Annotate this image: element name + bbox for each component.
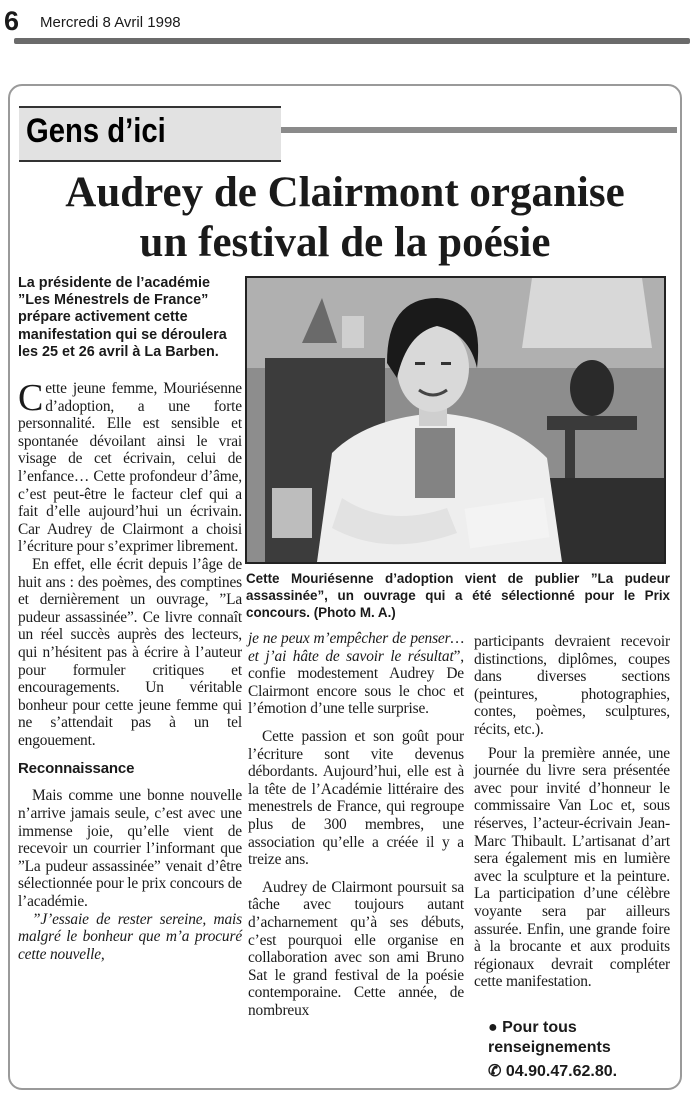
rubric-label: Gens d’ici [26, 112, 166, 150]
paragraph: Cette passion et son goût pour l’écriture sont vite devenus débordants. Aujourd’hui, elle est à la tête de l’Académie littéraire des menestrels de France, qui regroupe plus de 300 membres, une association qu’elle a créée il y a treize ans. [248, 727, 464, 869]
rubric-rule [281, 127, 677, 133]
article-column-2 [248, 630, 464, 1019]
article-column-3 [474, 633, 670, 991]
contact-label: ● Pour tous renseignements [488, 1019, 611, 1056]
article-column-1 [18, 377, 242, 963]
contact-phone: ✆ 04.90.47.62.80. [488, 1063, 618, 1080]
drop-cap: C [18, 377, 44, 419]
paragraph: Audrey de Clairmont poursuit sa tâche avec toujours autant d’acharnement qu’à ses débuts, c’est pourquoi elle organise en collaboration avec son ami Bruno Sat le grand festival de la poésie contemporaine. Cette année, de nombreux [248, 878, 464, 1019]
article-photo [245, 276, 666, 564]
lede: La présidente de l’académie ”Les Ménestrels de France” prépare activement cette manifestation qui se déroulera les 25 et 26 avril à La Barben. [18, 275, 227, 360]
paragraph: En effet, elle écrit depuis l’âge de huit ans : des poèmes, des comptines et dernièrement un ouvrage, ”La pudeur assassinée”. Ce livre connaît un réel succès auprès des lecteurs, qui n’hésitent pas à écrire à l’auteur pour formuler critiques et encouragements. Un véritable bonheur pour cette jeune femme qui ne s’attendait pas à un tel engouement. [18, 555, 242, 749]
headline-line-2: un festival de la poésie [139, 219, 551, 266]
paragraph [18, 377, 242, 556]
quote-continuation: je ne peux m’empêcher de penser… et j’ai hâte de savoir le résultat [248, 630, 464, 665]
paragraph-text: ette jeune femme, Mouriésenne d’adoption, a une forte personnalité. Elle est sensible et spontanée dévoilant ainsi le vrai visage de cet écrivain, celui de l’enfance… Cette profondeur d’âme, c’est peut-être le facteur clef qui a fait d’elle aujourd’hui un écrivain. Car Audrey de Clairmont a choisi l’écriture pour s’exprimer librement. [18, 380, 242, 556]
paragraph: Pour la première année, une journée du livre sera présentée avec pour invité d’honneur le commissaire Van Loc et, sous réserves, l’acteur-écrivain Jean-Marc Thibault. L’artisanat d’art sera également mis en lumière avec la sculpture et la peinture. La participation d’une célèbre voyante sera par ailleurs assurée. Enfin, une grande foire à la brocante et aux produits régionaux devrait compléter cette manifestation. [474, 744, 670, 991]
page-date: Mercredi 8 Avril 1998 [40, 14, 181, 31]
headline-line-1: Audrey de Clairmont organise [65, 169, 625, 216]
photo-caption: Cette Mouriésenne d’adoption vient de publier ”La pudeur assassinée”, un ouvrage qui a été sélectionné pour le Prix concours. (Photo M. A.) [246, 571, 670, 620]
page-number: 6 [4, 6, 20, 36]
paragraph: participants devraient recevoir distinctions, diplômes, coupes dans diverses sections (peintures, photographies, contes, poèmes, sculptures, récits, etc.). [474, 633, 670, 738]
section-subhead: Reconnaissance [18, 760, 135, 778]
paragraph-text: ”, confie modestement Audrey De Clairmont encore sous le choc et l’émotion d’une telle surprise. [248, 647, 464, 718]
quote-paragraph: ”J’essaie de rester sereine, mais malgré le bonheur que m’a procuré cette nouvelle, [18, 910, 242, 963]
paragraph: Mais comme une bonne nouvelle n’arrive jamais seule, c’est avec une immense joie, qu’elle vient de recevoir un courrier l’informant que ”La pudeur assassinée” venait d’être sélectionnée pour le prix concours de l’académie. [18, 787, 242, 911]
portrait-image [247, 278, 664, 562]
header-rule [14, 38, 690, 44]
contact-box [488, 1018, 674, 1082]
paragraph [248, 630, 464, 718]
